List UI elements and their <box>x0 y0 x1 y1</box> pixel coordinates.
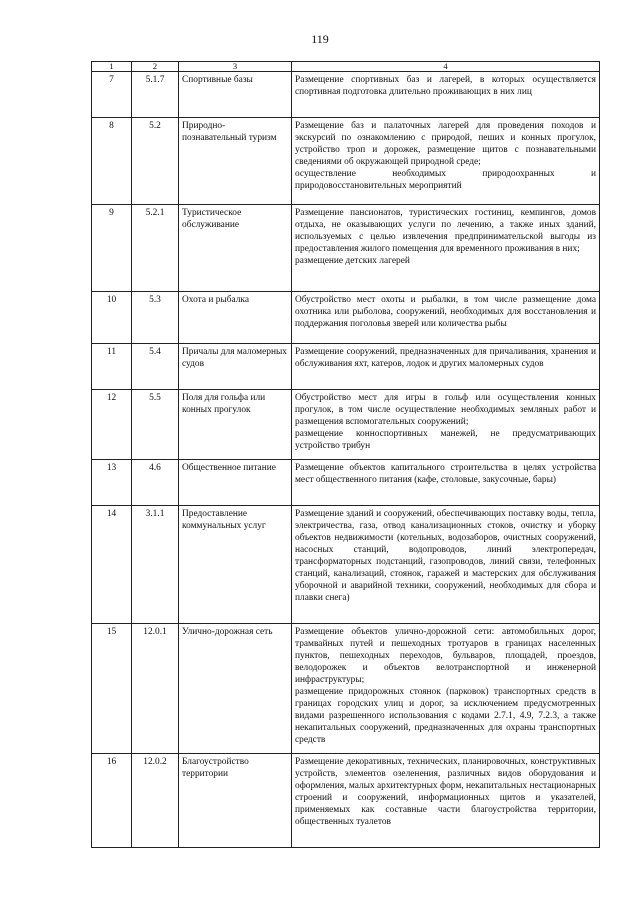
row-code: 3.1.1 <box>132 506 179 624</box>
row-code: 5.2.1 <box>132 205 179 292</box>
row-description <box>292 624 600 754</box>
row-description <box>292 344 600 390</box>
row-name: Общественное питание <box>179 460 292 506</box>
table-row <box>92 460 600 506</box>
row-number: 10 <box>92 292 132 344</box>
table-row <box>92 118 600 205</box>
row-description <box>292 754 600 848</box>
table-row <box>92 506 600 624</box>
description-paragraph: размещение детских лагерей <box>295 256 410 266</box>
table-row <box>92 292 600 344</box>
description-paragraph: размещение придорожных стоянок (парковок) транспортных средств в границах городских улиц и дорог, за исключением предусмотренных видами разрешенного использования с кодами 2.7.1, 4.9, 7.2.3, а также некапитальных сооружений, предназначенных для охраны транспортных средств <box>295 687 596 745</box>
row-code: 12.0.1 <box>132 624 179 754</box>
row-description <box>292 460 600 506</box>
table-row <box>92 754 600 848</box>
description-paragraph: размещение конноспортивных манежей, не предусматривающих устройство трибун <box>295 429 596 451</box>
row-number: 13 <box>92 460 132 506</box>
description-paragraph: Размещение зданий и сооружений, обеспечивающих поставку воды, тепла, электричества, газа, отвод канализационных стоков, очистку и уборку объектов недвижимости (котельных, водозаборов, очистных сооружений, насосных станций, водопроводов, линий электропередач, трансформаторных подстанций, газопроводов, линий связи, телефонных станций, канализаций, стоянок, гаражей и мастерских для обслуживания уборочной и аварийной техники, сооружений, необходимых для сбора и плавки снега) <box>295 509 596 603</box>
row-number: 16 <box>92 754 132 848</box>
header-cell: 3 <box>179 62 292 72</box>
row-number: 15 <box>92 624 132 754</box>
row-name: Поля для гольфа или конных прогулок <box>179 390 292 460</box>
row-name: Охота и рыбалка <box>179 292 292 344</box>
row-code: 4.6 <box>132 460 179 506</box>
row-name: Благоустройство территории <box>179 754 292 848</box>
row-code: 5.5 <box>132 390 179 460</box>
row-code: 5.2 <box>132 118 179 205</box>
row-name: Туристическое обслуживание <box>179 205 292 292</box>
row-description <box>292 205 600 292</box>
row-description <box>292 118 600 205</box>
table-row <box>92 72 600 118</box>
row-number: 8 <box>92 118 132 205</box>
table-row <box>92 390 600 460</box>
description-paragraph: Размещение объектов улично-дорожной сети: автомобильных дорог, трамвайных путей и пешеходных тротуаров в границах населенных пунктов, пешеходных переходов, бульваров, площадей, проездов, велодорожек и объектов велотранспортной и инженерной инфраструктуры; <box>295 627 596 685</box>
land-use-table <box>91 61 600 848</box>
row-code: 12.0.2 <box>132 754 179 848</box>
table-row <box>92 624 600 754</box>
description-paragraph: Обустройство мест для игры в гольф или осуществления конных прогулок, в том числе осуществление необходимых земляных работ и размещения вспомогательных сооружений; <box>295 393 596 427</box>
description-paragraph: Размещение пансионатов, туристических гостиниц, кемпингов, домов отдыха, не оказывающих услуги по лечению, а также иных зданий, используемых с целью извлечения предпринимательской выгоды из предоставления жилого помещения для временного проживания в них; <box>295 208 596 254</box>
description-paragraph: Размещение спортивных баз и лагерей, в которых осуществляется спортивная подготовка длительно проживающих в них лиц <box>295 75 596 97</box>
row-name: Предоставление коммунальных услуг <box>179 506 292 624</box>
description-paragraph: Размещение баз и палаточных лагерей для проведения походов и экскурсий по ознакомлению с природой, пеших и конных прогулок, устройство троп и дорожек, размещение щитов с познавательными сведениями об окружающей природной среде; <box>295 121 596 167</box>
table-header-row <box>92 62 600 72</box>
page-number: 119 <box>311 32 329 46</box>
row-code: 5.3 <box>132 292 179 344</box>
row-description <box>292 506 600 624</box>
description-paragraph: Размещение декоративных, технических, планировочных, конструктивных устройств, элементов озеленения, различных видов оборудования и оформления, малых архитектурных форм, некапитальных нестационарных строений и сооружений, информационных щитов и указателей, применяемых как составные части благоустройства территории, общественных туалетов <box>295 757 596 827</box>
row-name: Природно-познавательный туризм <box>179 118 292 205</box>
row-code: 5.1.7 <box>132 72 179 118</box>
description-paragraph: Обустройство мест охоты и рыбалки, в том числе размещение дома охотника или рыболова, сооружений, необходимых для восстановления и поддержания поголовья зверей или количества рыбы <box>295 295 596 329</box>
row-description <box>292 72 600 118</box>
description-paragraph: Размещение сооружений, предназначенных для причаливания, хранения и обслуживания яхт, катеров, лодок и других маломерных судов <box>295 347 596 369</box>
row-name: Спортивные базы <box>179 72 292 118</box>
header-cell: 1 <box>92 62 132 72</box>
table-row <box>92 205 600 292</box>
header-cell: 2 <box>132 62 179 72</box>
table-row <box>92 344 600 390</box>
description-paragraph: Размещение объектов капитального строительства в целях устройства мест общественного питания (кафе, столовые, закусочные, бары) <box>295 463 596 485</box>
row-number: 9 <box>92 205 132 292</box>
row-number: 12 <box>92 390 132 460</box>
row-number: 7 <box>92 72 132 118</box>
row-number: 14 <box>92 506 132 624</box>
row-code: 5.4 <box>132 344 179 390</box>
row-name: Причалы для маломерных судов <box>179 344 292 390</box>
row-description <box>292 292 600 344</box>
row-description <box>292 390 600 460</box>
row-number: 11 <box>92 344 132 390</box>
description-paragraph: осуществление необходимых природоохранных и природовосстановительных мероприятий <box>295 169 596 191</box>
row-name: Улично-дорожная сеть <box>179 624 292 754</box>
header-cell: 4 <box>292 62 600 72</box>
